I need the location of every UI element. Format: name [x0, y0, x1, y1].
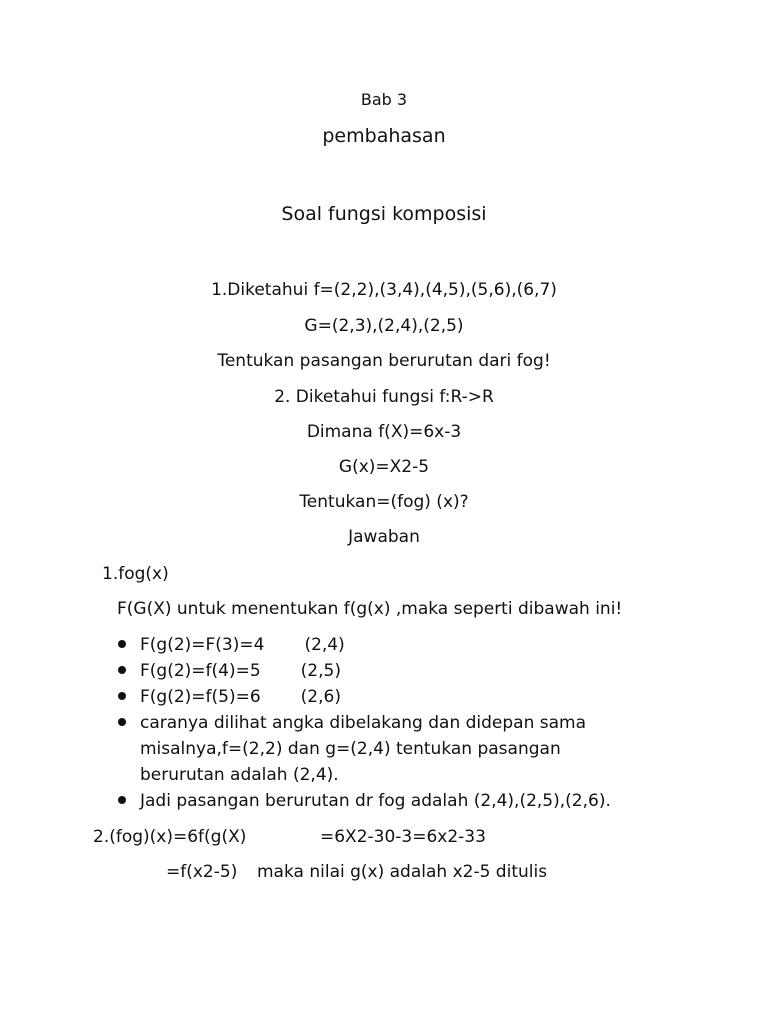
bullet-note: caranya dilihat angka dibelakang dan didepan sama misalnya,f=(2,2) dan g=(2,4) tentukan pasangan berurutan adalah (2,4).	[140, 713, 587, 785]
chapter-subtitle: pembahasan	[322, 125, 446, 147]
list-item	[118, 684, 638, 710]
bullet-pair: (2,5)	[300, 661, 341, 681]
question1-task: Tentukan pasangan berurutan dari fog!	[217, 351, 551, 371]
chapter-label: Bab 3	[360, 90, 408, 109]
bullet-expression: F(g(2)=f(5)=6	[140, 687, 261, 707]
section-title: Soal fungsi komposisi	[281, 203, 487, 225]
bullet-pair: (2,4)	[304, 635, 345, 655]
bullet-icon	[118, 640, 126, 648]
answer-heading: Jawaban	[348, 527, 420, 547]
bullet-expression: F(g(2)=f(4)=5	[140, 661, 261, 681]
question2-given: 2. Diketahui fungsi f:R->R	[274, 387, 494, 407]
bullet-conclusion: Jadi pasangan berurutan dr fog adalah (2,4),(2,5),(2,6).	[140, 791, 611, 811]
list-item	[118, 710, 638, 788]
answer2-line1-left: 2.(fog)(x)=6f(g(X)	[93, 827, 247, 847]
list-item	[118, 632, 638, 658]
answer2-line1-right: =6X2-30-3=6x2-33	[320, 827, 486, 847]
bullet-icon	[118, 692, 126, 700]
question1-given-g: G=(2,3),(2,4),(2,5)	[304, 316, 464, 336]
bullet-icon	[118, 796, 126, 804]
bullet-icon	[118, 666, 126, 674]
question2-g-definition: G(x)=X2-5	[338, 457, 430, 477]
question2-f-definition: Dimana f(X)=6x-3	[306, 422, 462, 442]
bullet-expression: F(g(2)=F(3)=4	[140, 635, 265, 655]
question2-task: Tentukan=(fog) (x)?	[299, 492, 469, 512]
answer1-bullet-list	[118, 632, 638, 814]
bullet-pair: (2,6)	[300, 687, 341, 707]
answer2-line2-right: maka nilai g(x) adalah x2-5 ditulis	[257, 862, 548, 882]
list-item	[118, 658, 638, 684]
answer1-intro: F(G(X) untuk menentukan f(g(x) ,maka seperti dibawah ini!	[117, 599, 623, 619]
bullet-icon	[118, 718, 126, 726]
question1-given-f: 1.Diketahui f=(2,2),(3,4),(4,5),(5,6),(6,7)	[211, 280, 557, 300]
answer1-title: 1.fog(x)	[102, 564, 169, 584]
list-item	[118, 788, 638, 814]
answer2-line2-left: =f(x2-5)	[166, 862, 238, 882]
